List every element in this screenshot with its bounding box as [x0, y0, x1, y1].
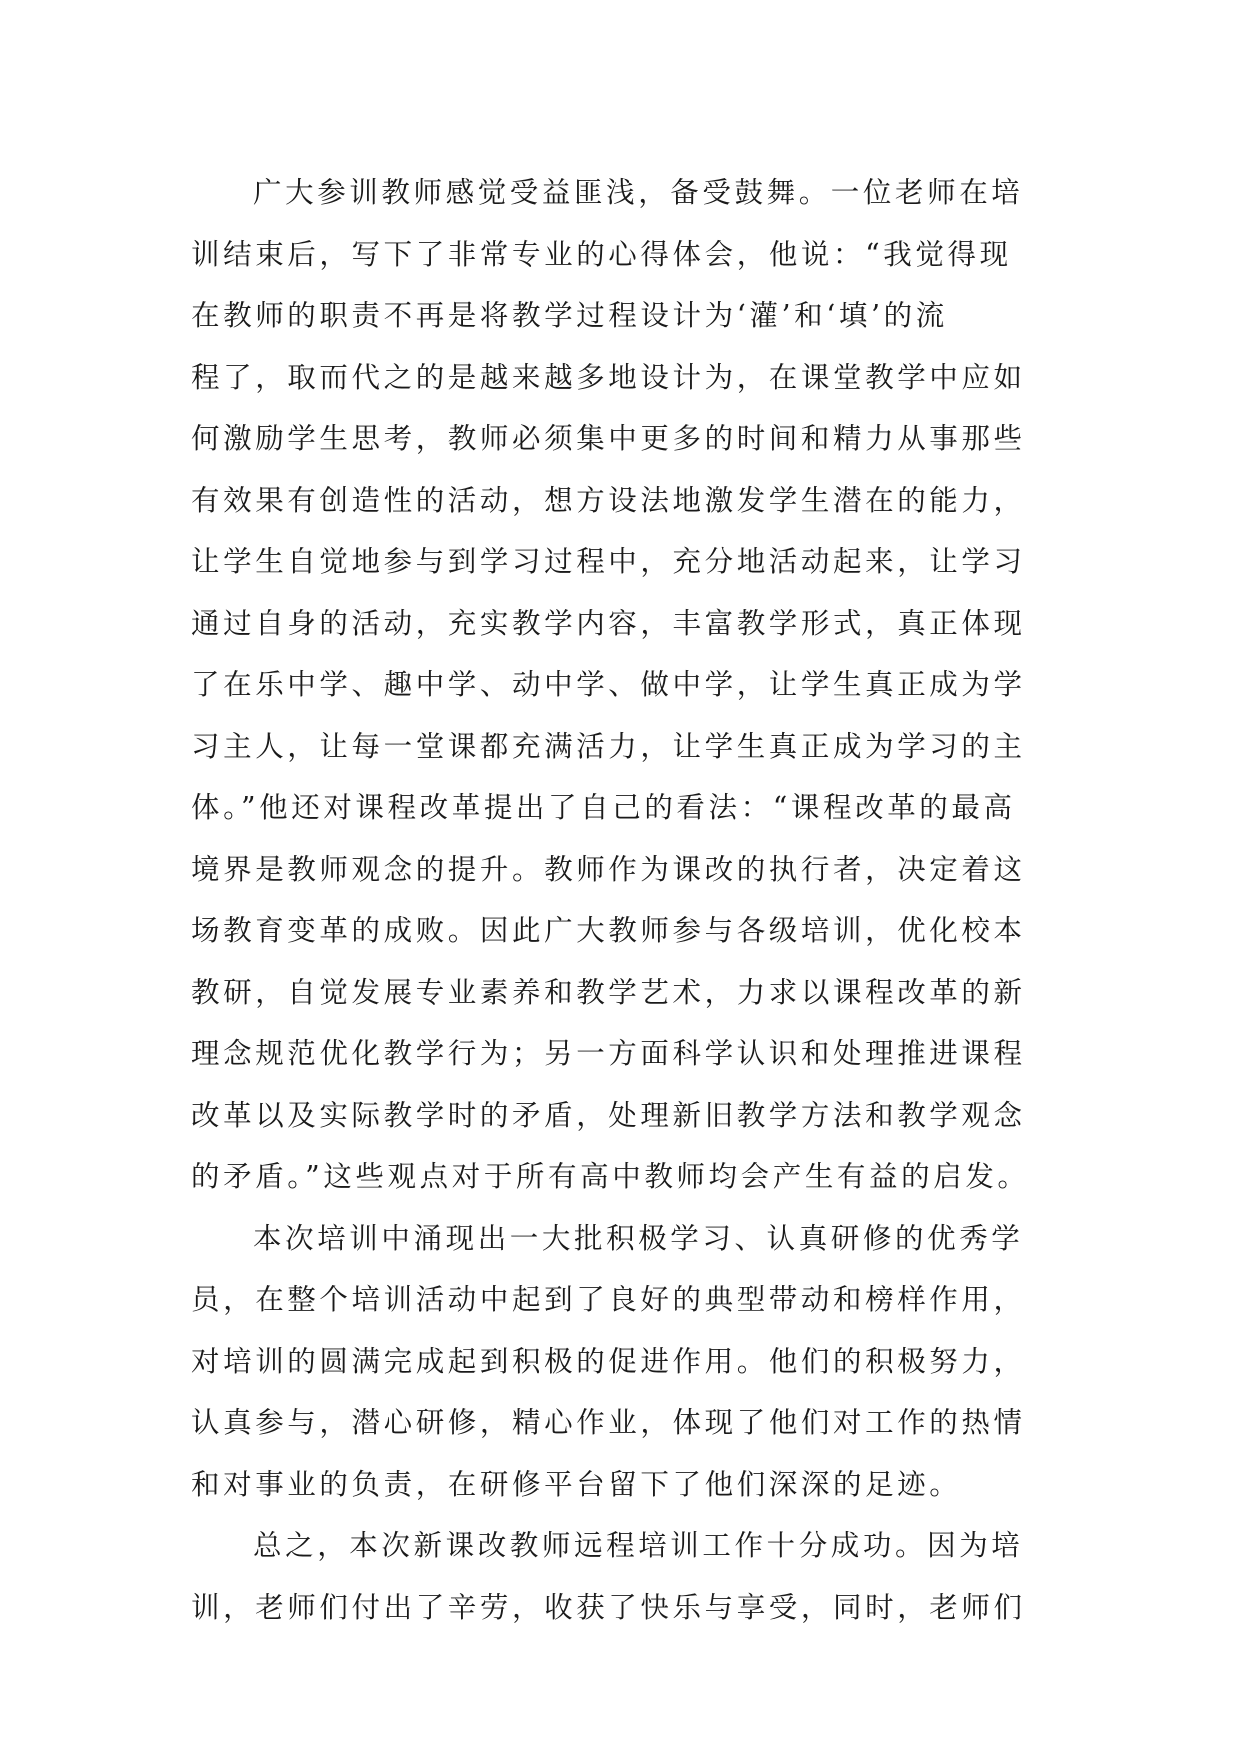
text-line: 总之，本次新课改教师远程培训工作十分成功。因为培 — [253, 1529, 1024, 1562]
paragraph-teacher-reflection — [191, 162, 1071, 1208]
paragraph-outstanding-trainees — [191, 1208, 1071, 1516]
text-line: 本次培训中涌现出一大批积极学习、认真研修的优秀学 — [253, 1221, 1024, 1255]
text-line: 认真参与，潜心研修，精心作业，体现了他们对工作的热情 — [191, 1406, 1026, 1439]
text-line: 了在乐中学、趣中学、动中学、做中学，让学生真正成为学 — [191, 668, 1026, 701]
text-line: 体。”他还对课程改革提出了自己的看法：“课程改革的最高 — [191, 791, 1016, 824]
text-line: 对培训的圆满完成起到积极的促进作用。他们的积极努力， — [191, 1344, 1026, 1378]
text-line: 改革以及实际教学时的矛盾，处理新旧教学方法和教学观念 — [191, 1098, 1026, 1132]
text-line: 何激励学生思考，教师必须集中更多的时间和精力从事那些 — [191, 422, 1026, 455]
text-line: 训，老师们付出了辛劳，收获了快乐与享受，同时，老师们 — [191, 1590, 1026, 1624]
text-line: 的矛盾。”这些观点对于所有高中教师均会产生有益的启发。 — [191, 1160, 1030, 1193]
text-line: 程了，取而代之的是越来越多地设计为，在课堂教学中应如 — [191, 360, 1026, 394]
paragraph-conclusion — [191, 1515, 1071, 1638]
text-line: 训结束后，写下了非常专业的心得体会，他说：“我觉得现 — [191, 237, 1012, 271]
text-line: 有效果有创造性的活动，想方设法地激发学生潜在的能力， — [191, 483, 1026, 517]
text-line: 在教师的职责不再是将教学过程设计为‘灌’和‘填’的流 — [191, 299, 948, 332]
text-line: 习主人，让每一堂课都充满活力，让学生真正成为学习的主 — [191, 729, 1026, 763]
text-line: 教研，自觉发展专业素养和教学艺术，力求以课程改革的新 — [191, 975, 1026, 1009]
text-line: 理念规范优化教学行为；另一方面科学认识和处理推进课程 — [191, 1037, 1026, 1070]
text-line: 通过自身的活动，充实教学内容，丰富教学形式，真正体现 — [191, 606, 1026, 640]
text-line: 和对事业的负责，在研修平台留下了他们深深的足迹。 — [191, 1467, 962, 1501]
text-line: 场教育变革的成败。因此广大教师参与各级培训，优化校本 — [191, 914, 1026, 947]
document-body — [191, 162, 1071, 1638]
text-line: 广大参训教师感觉受益匪浅，备受鼓舞。一位老师在培 — [253, 176, 1024, 209]
text-line: 境界是教师观念的提升。教师作为课改的执行者，决定着这 — [191, 852, 1026, 886]
text-line: 让学生自觉地参与到学习过程中，充分地活动起来，让学习 — [191, 545, 1026, 578]
text-line: 员，在整个培训活动中起到了良好的典型带动和榜样作用， — [191, 1283, 1026, 1316]
